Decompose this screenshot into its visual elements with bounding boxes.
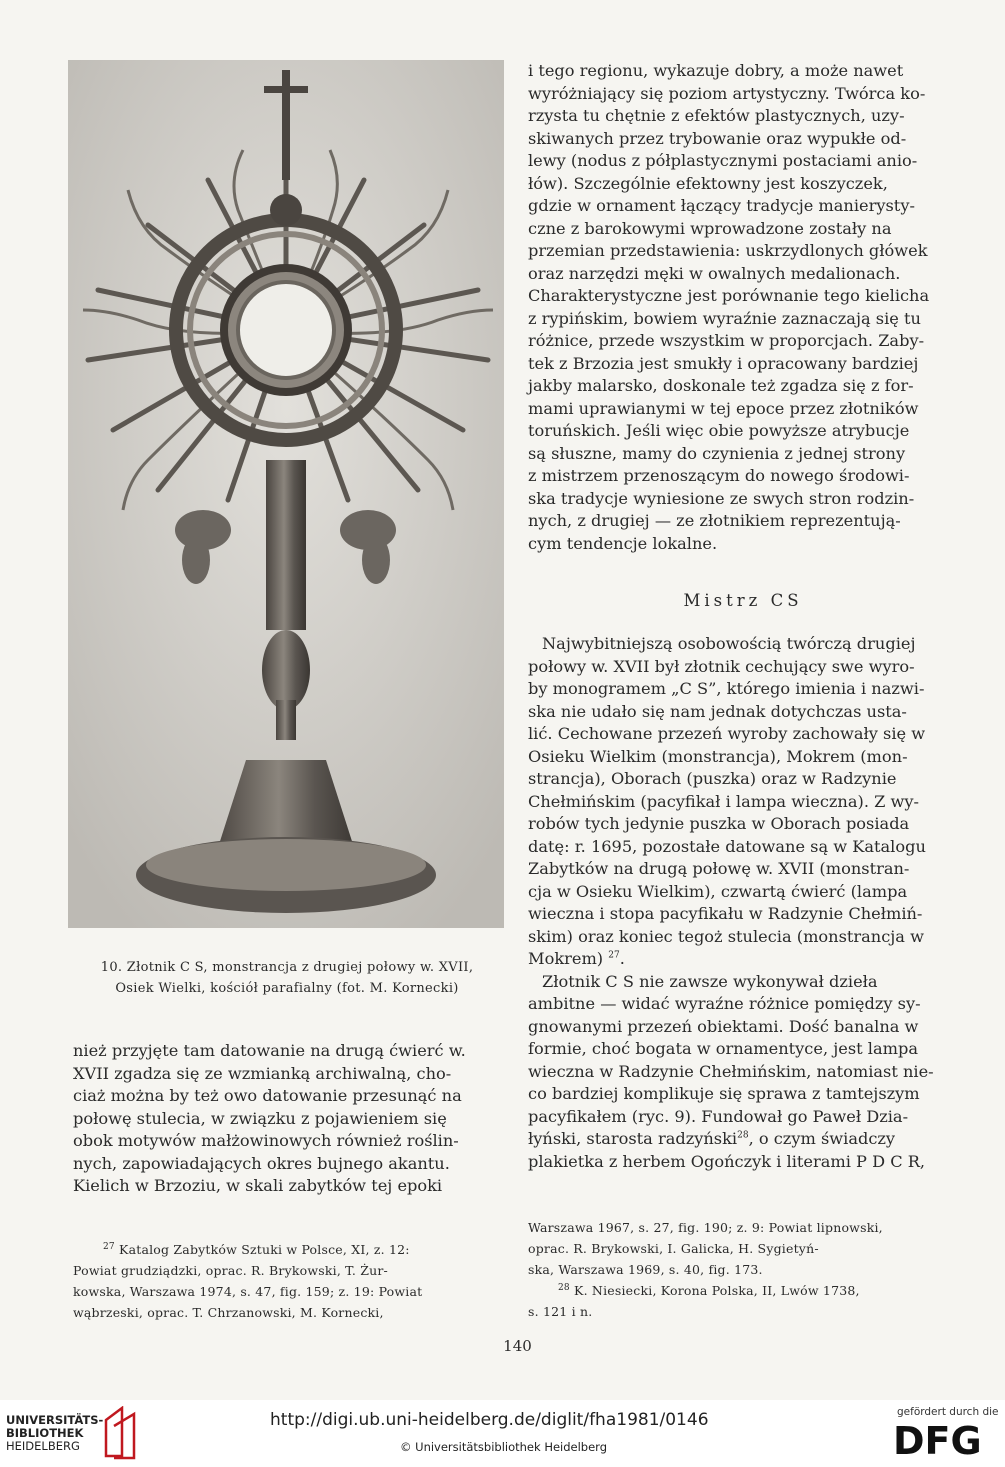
text-line: ambitne — widać wyraźne różnice pomiędzy sy- bbox=[528, 994, 921, 1013]
text-line: z rypińskim, bowiem wyraźnie zaznaczają się tu bbox=[528, 308, 921, 328]
monstrance-illustration bbox=[68, 60, 504, 928]
text-line: Najwybitniejszą osobowością twórczą drugiej bbox=[542, 634, 916, 653]
text-line: Złotnik C S nie zawsze wykonywał dzieła bbox=[542, 971, 878, 991]
text-fragment: Mokrem) bbox=[528, 949, 604, 968]
text-line: Osieku Wielkim (monstrancja), Mokrem (mon- bbox=[528, 746, 908, 766]
text-line: co bardziej komplikuje się sprawa z tamtejszym bbox=[528, 1084, 920, 1103]
caption-line: Osiek Wielki, kościół parafialny (fot. M. Kornecki) bbox=[115, 981, 459, 996]
text-line: gnowanymi przezeń obiektami. Dość banalna w bbox=[528, 1016, 919, 1036]
text-fragment: , o czym świadczy bbox=[748, 1129, 896, 1148]
text-line: rzysta tu chętnie z efektów plastycznych, uzy- bbox=[528, 106, 905, 125]
text-line: Kielich w Brzoziu, w skali zabytków tej epoki bbox=[73, 1176, 443, 1195]
footnote-line: wąbrzeski, oprac. T. Chrzanowski, M. Kornecki, bbox=[73, 1305, 384, 1320]
text-line: lewy (nodus z półplastycznymi postaciami anio- bbox=[528, 151, 918, 170]
dfg-logo-icon bbox=[893, 1418, 993, 1460]
text-line: i tego regionu, wykazuje dobry, a może nawet bbox=[528, 61, 904, 80]
text-line: ska tradycje wyniesione ze swych stron rodzin- bbox=[528, 488, 915, 508]
funding-label: gefördert durch die bbox=[897, 1406, 999, 1418]
dfg-logo-text: DFG bbox=[893, 1419, 982, 1460]
footnotes-right bbox=[528, 1217, 960, 1322]
text-line: pacyfikałem (ryc. 9). Fundował go Paweł Dzia- bbox=[528, 1106, 909, 1126]
text-line: datę: r. 1695, pozostałe datowane są w Katalogu bbox=[528, 836, 926, 856]
footnote-line: s. 121 i n. bbox=[528, 1304, 593, 1319]
text-line: połowę stulecia, w związku z pojawieniem się bbox=[73, 1108, 447, 1128]
text-line: jakby malarsko, doskonale też zgadza się z for- bbox=[528, 376, 914, 395]
library-name-line: HEIDELBERG bbox=[6, 1439, 80, 1453]
monstrance-photograph bbox=[68, 60, 504, 928]
text-line: przemian przedstawienia: uskrzydlonych główek bbox=[528, 241, 928, 260]
text-fragment: łyński, starosta radzyński bbox=[528, 1129, 738, 1148]
footnote-text: Katalog Zabytków Sztuki w Polsce, XI, z. 12: bbox=[119, 1242, 410, 1257]
text-line: wyróżniający się poziom artystyczny. Twórca ko- bbox=[528, 83, 926, 103]
text-line: ska nie udało się nam jednak dotychczas usta- bbox=[528, 701, 907, 721]
permalink-url[interactable]: http://digi.ub.uni-heidelberg.de/diglit/fha1981/0146 bbox=[270, 1410, 709, 1430]
library-name-line: BIBLIOTHEK bbox=[6, 1426, 84, 1440]
text-line: Zabytków na drugą połowę w. XVII (monstran- bbox=[528, 859, 910, 878]
text-line: nych, zapowiadających okres bujnego akantu. bbox=[73, 1153, 450, 1173]
text-line: nież przyjęte tam datowanie na drugą ćwierć w. bbox=[73, 1041, 466, 1060]
text-line: wieczna i stopa pacyfikału w Radzynie Chełmiń- bbox=[528, 904, 923, 923]
text-line: łów). Szczególnie efektowny jest koszyczek, bbox=[528, 173, 888, 193]
right-column-top bbox=[528, 60, 958, 555]
text-line: XVII zgadza się ze wzmianką archiwalną, cho- bbox=[73, 1063, 452, 1083]
caption-line: 10. Złotnik C S, monstrancja z drugiej połowy w. XVII, bbox=[100, 960, 474, 975]
library-logo-icon bbox=[100, 1406, 142, 1460]
footnote-line bbox=[528, 1280, 960, 1301]
text-line: strancja), Oborach (puszka) oraz w Radzynie bbox=[528, 769, 897, 788]
text-line: Mokrem) $^{27}$. bbox=[528, 949, 625, 968]
text-line: formie, choć bogata w ornamentyce, jest lampa bbox=[528, 1039, 918, 1058]
text-line: toruńskich. Jeśli więc obie powyższe atrybucje bbox=[528, 421, 910, 440]
text-line: połowy w. XVII był złotnik cechujący swe wyro- bbox=[528, 656, 915, 676]
copyright-notice: © Universitätsbibliothek Heidelberg bbox=[400, 1440, 608, 1454]
text-line: ciaż można by też owo datowanie przesunąć na bbox=[73, 1086, 462, 1105]
text-line: lić. Cechowane przezeń wyroby zachowały się w bbox=[528, 724, 926, 743]
section-heading: Mistrz CS bbox=[683, 591, 803, 610]
digitization-footer bbox=[0, 1400, 1005, 1467]
text-line bbox=[528, 1128, 958, 1151]
footnote-line: Warszawa 1967, s. 27, fig. 190; z. 9: Powiat lipnowski, bbox=[528, 1220, 883, 1235]
footnote-number: 27 bbox=[103, 1241, 115, 1252]
text-line: tek z Brzozia jest smukły i opracowany bardziej bbox=[528, 353, 919, 373]
page-number: 140 bbox=[503, 1337, 532, 1355]
footnote-ref: 27 bbox=[608, 950, 620, 961]
text-line: gdzie w ornament łączący tradycje manierysty- bbox=[528, 196, 915, 215]
right-column-bottom bbox=[528, 633, 958, 1173]
text-line: cym tendencje lokalne. bbox=[528, 533, 718, 553]
text-line: są słuszne, mamy do czynienia z jednej strony bbox=[528, 443, 906, 463]
text-line: skim) oraz koniec tegoż stulecia (monstrancja w bbox=[528, 926, 924, 946]
text-line: robów tych jedynie puszka w Oborach posiada bbox=[528, 814, 910, 833]
library-name-line: UNIVERSITÄTS- bbox=[6, 1413, 104, 1427]
footnote-line: oprac. R. Brykowski, I. Galicka, H. Sygietyń- bbox=[528, 1241, 819, 1256]
library-name bbox=[6, 1414, 103, 1453]
footnote-text: K. Niesiecki, Korona Polska, II, Lwów 1738, bbox=[574, 1283, 860, 1298]
footnote-number: 28 bbox=[558, 1282, 570, 1293]
text-line: z mistrzem przenoszącym do nowego środowi- bbox=[528, 466, 910, 485]
figure-caption bbox=[62, 957, 512, 999]
text-line: Chełmińskim (pacyfikał i lampa wieczna). Z wy- bbox=[528, 791, 919, 811]
text-line: skiwanych przez trybowanie oraz wypukłe od- bbox=[528, 128, 907, 148]
footnote-line: Powiat grudziądzki, oprac. R. Brykowski, T. Żur- bbox=[73, 1263, 388, 1278]
text-line: Charakterystyczne jest porównanie tego kielicha bbox=[528, 286, 930, 305]
footnote-line: ska, Warszawa 1969, s. 40, fig. 173. bbox=[528, 1262, 763, 1277]
footnote-line bbox=[73, 1239, 503, 1260]
text-line: mami uprawianymi w tej epoce przez złotników bbox=[528, 398, 919, 418]
text-line: różnice, przede wszystkim w proporcjach. Zaby- bbox=[528, 331, 925, 350]
text-line: czne z barokowymi wprowadzone zostały na bbox=[528, 218, 892, 238]
text-line: plakietka z herbem Ogończyk i literami P D C R, bbox=[528, 1151, 926, 1171]
text-line: nych, z drugiej — ze złotnikiem reprezentują- bbox=[528, 511, 901, 530]
text-line: oraz narzędzi męki w owalnych medalionach. bbox=[528, 263, 901, 283]
text-line: wieczna w Radzynie Chełmińskim, natomiast nie- bbox=[528, 1061, 934, 1081]
footnotes-left bbox=[73, 1239, 503, 1323]
footnote-line: kowska, Warszawa 1974, s. 47, fig. 159; z. 19: Powiat bbox=[73, 1284, 423, 1299]
left-column bbox=[73, 1040, 501, 1198]
text-line: by monogramem „C S”, którego imienia i nazwi- bbox=[528, 679, 925, 698]
footnote-ref: 28 bbox=[737, 1130, 749, 1141]
text-line: cja w Osieku Wielkim), czwartą ćwierć (lampa bbox=[528, 881, 908, 901]
text-line: obok motywów małżowinowych również roślin- bbox=[73, 1131, 459, 1150]
